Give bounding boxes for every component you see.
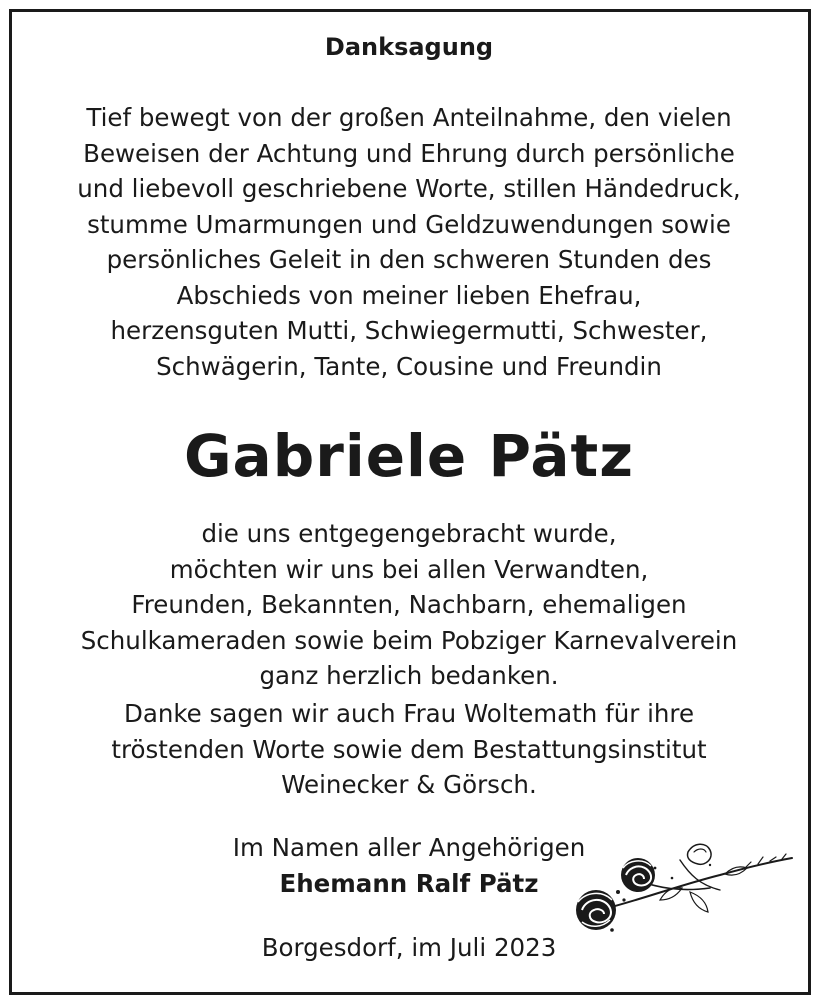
thanks-text — [0, 516, 818, 694]
rose-icon — [560, 830, 800, 950]
intro-line: Schwägerin, Tante, Cousine und Freundin — [156, 351, 662, 381]
thanks-line: möchten wir uns bei allen Verwandten, — [169, 554, 649, 584]
intro-text — [0, 100, 818, 384]
intro-line: herzensguten Mutti, Schwiegermutti, Schwester, — [110, 316, 708, 345]
notice-heading: Danksagung — [324, 33, 494, 61]
intro-line: und liebevoll geschriebene Worte, stillen Händedruck, — [77, 174, 741, 203]
thanks-line: die uns entgegengebracht wurde, — [201, 519, 617, 548]
deceased-name: Gabriele Pätz — [183, 422, 635, 490]
signer-name: Ehemann Ralf Pätz — [279, 868, 539, 898]
intro-line: Beweisen der Achtung und Ehrung durch persönliche — [83, 138, 735, 168]
thanks2-line: tröstenden Worte sowie dem Bestattungsinstitut — [111, 734, 707, 764]
thanks-line: Freunden, Bekannten, Nachbarn, ehemaligen — [131, 590, 687, 619]
intro-line: persönliches Geleit in den schweren Stunden des — [106, 245, 712, 274]
signoff-line: Im Namen aller Angehörigen — [232, 833, 586, 862]
additional-thanks-text — [0, 696, 818, 803]
thanks2-line: Danke sagen wir auch Frau Woltemath für ihre — [123, 699, 695, 728]
intro-line: Abschieds von meiner lieben Ehefrau, — [176, 280, 642, 310]
thanks-line: Schulkameraden sowie beim Pobziger Karnevalverein — [80, 625, 738, 655]
intro-line: Tief bewegt von der großen Anteilnahme, den vielen — [86, 103, 732, 132]
thanks-line: ganz herzlich bedanken. — [259, 661, 559, 690]
place-date-line: Borgesdorf, im Juli 2023 — [261, 933, 557, 962]
intro-line: stumme Umarmungen und Geldzuwendungen sowie — [87, 209, 731, 239]
thanks2-line: Weinecker & Görsch. — [281, 770, 537, 799]
